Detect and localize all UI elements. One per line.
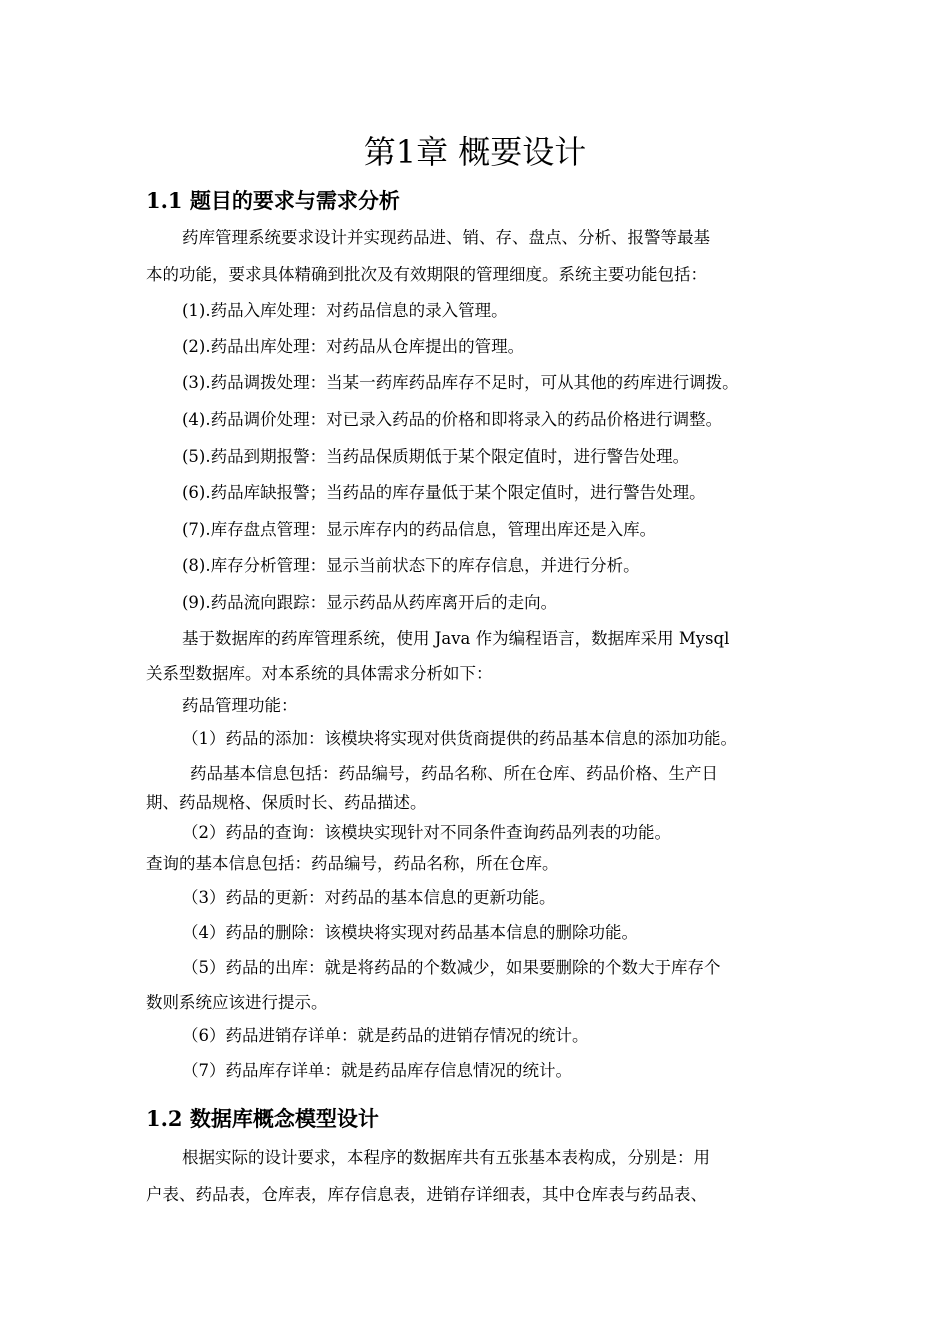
list-item: (4).药品调价处理：对已录入药品的价格和即将录入的药品价格进行调整。	[182, 410, 723, 429]
paragraph-line: 期、药品规格、保质时长、药品描述。	[146, 793, 427, 812]
list-item: （1）药品的添加：该模块将实现对供货商提供的药品基本信息的添加功能。	[182, 729, 737, 748]
paragraph-line: 药库管理系统要求设计并实现药品进、销、存、盘点、分析、报警等最基	[182, 228, 710, 247]
paragraph-line: 户表、药品表，仓库表，库存信息表，进销存详细表，其中仓库表与药品表、	[146, 1185, 707, 1204]
list-item: （2）药品的查询：该模块实现针对不同条件查询药品列表的功能。	[182, 823, 671, 842]
list-item: (2).药品出库处理：对药品从仓库提出的管理。	[182, 337, 525, 356]
paragraph-line: 根据实际的设计要求，本程序的数据库共有五张基本表构成，分别是：用	[182, 1148, 710, 1167]
paragraph-line: 数则系统应该进行提示。	[146, 993, 328, 1012]
paragraph-line: 基于数据库的药库管理系统，使用 Java 作为编程语言，数据库采用 Mysql	[182, 629, 730, 648]
list-item: (1).药品入库处理：对药品信息的录入管理。	[182, 301, 508, 320]
paragraph-line: 查询的基本信息包括：药品编号，药品名称，所在仓库。	[146, 854, 559, 873]
list-item: (8).库存分析管理：显示当前状态下的库存信息，并进行分析。	[182, 556, 640, 575]
paragraph-line: 关系型数据库。对本系统的具体需求分析如下：	[146, 664, 493, 683]
list-item: (7).库存盘点管理：显示库存内的药品信息，管理出库还是入库。	[182, 520, 657, 539]
list-item: (5).药品到期报警：当药品保质期低于某个限定值时，进行警告处理。	[182, 447, 690, 466]
paragraph-line: 本的功能，要求具体精确到批次及有效期限的管理细度。系统主要功能包括：	[146, 265, 707, 284]
section-heading-1-2: 1.2 数据库概念模型设计	[146, 1106, 379, 1131]
list-item: (3).药品调拨处理：当某一药库药品库存不足时，可从其他的药库进行调拨。	[182, 373, 739, 392]
list-item: （6）药品进销存详单：就是药品的进销存情况的统计。	[182, 1026, 589, 1045]
list-item: （7）药品库存详单：就是药品库存信息情况的统计。	[182, 1061, 572, 1080]
section-heading-1-1: 1.1 题目的要求与需求分析	[146, 188, 400, 213]
list-item: (6).药品库缺报警；当药品的库存量低于某个限定值时，进行警告处理。	[182, 483, 706, 502]
chapter-title: 第1章 概要设计	[363, 133, 587, 171]
paragraph-line: 药品基本信息包括：药品编号，药品名称、所在仓库、药品价格、生产日	[190, 764, 718, 783]
list-item: （3）药品的更新：对药品的基本信息的更新功能。	[182, 888, 556, 907]
list-item: （4）药品的删除：该模块将实现对药品基本信息的删除功能。	[182, 923, 638, 942]
paragraph-line: 药品管理功能：	[182, 696, 298, 715]
list-item: （5）药品的出库：就是将药品的个数减少，如果要删除的个数大于库存个	[182, 958, 721, 977]
list-item: (9).药品流向跟踪：显示药品从药库离开后的走向。	[182, 593, 558, 612]
